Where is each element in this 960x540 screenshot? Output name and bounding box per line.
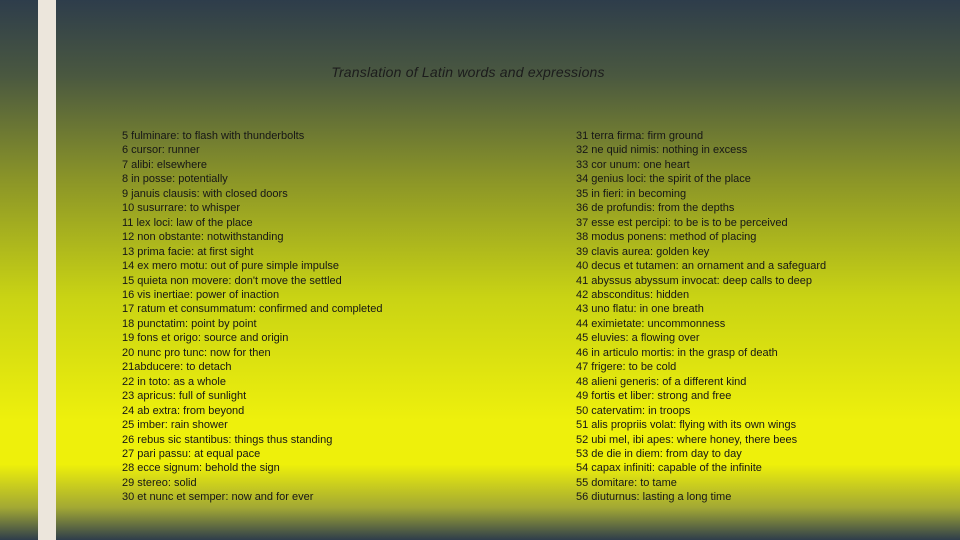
list-item: 31 terra firma: firm ground: [576, 130, 704, 142]
list-item: 38 modus ponens: method of placing: [576, 231, 757, 244]
list-item: 43 uno flatu: in one breath: [576, 303, 704, 316]
list-item: 46 in articulo mortis: in the grasp of death: [576, 346, 778, 359]
list-item: 5 fulminare: to flash with thunderbolts: [122, 130, 305, 142]
list-item: 48 alieni generis: of a different kind: [576, 375, 747, 388]
list-item: 39 clavis aurea: golden key: [576, 245, 710, 258]
list-item: 11 lex loci: law of the place: [122, 216, 253, 229]
list-item: 25 imber: rain shower: [122, 419, 228, 432]
list-item: 16 vis inertiae: power of inaction: [122, 288, 280, 301]
list-item: 51 alis propriis volat: flying with its own wings: [576, 419, 797, 432]
list-item: 24 ab extra: from beyond: [122, 404, 245, 417]
list-item: 22 in toto: as a whole: [122, 375, 226, 388]
list-item: 53 de die in diem: from day to day: [576, 447, 742, 460]
list-item: 42 absconditus: hidden: [576, 288, 690, 301]
list-item: 49 fortis et liber: strong and free: [576, 390, 732, 403]
list-item: 15 quieta non movere: don't move the settled: [122, 274, 342, 287]
list-item: 50 catervatim: in troops: [576, 404, 691, 417]
list-item: 40 decus et tutamen: an ornament and a safeguard: [576, 260, 827, 273]
list-item: 10 susurrare: to whisper: [122, 202, 240, 215]
list-item: 20 nunc pro tunc: now for then: [122, 346, 271, 359]
list-item: 14 ex mero motu: out of pure simple impulse: [122, 260, 340, 273]
list-item: 52 ubi mel, ibi apes: where honey, there bees: [576, 433, 798, 446]
list-item: 9 januis clausis: with closed doors: [122, 187, 288, 200]
list-item: 13 prima facie: at first sight: [122, 245, 254, 258]
list-item: 56 diuturnus: lasting a long time: [576, 491, 732, 504]
list-item: 45 eluvies: a flowing over: [576, 332, 700, 345]
list-item: 8 in posse: potentially: [122, 173, 228, 186]
list-item: 27 pari passu: at equal pace: [122, 447, 261, 460]
list-item: 21abducere: to detach: [122, 361, 232, 374]
list-item: 29 stereo: solid: [122, 476, 197, 489]
slide-title: Translation of Latin words and expressions: [331, 64, 605, 80]
list-item: 28 ecce signum: behold the sign: [122, 462, 280, 475]
list-item: 30 et nunc et semper: now and for ever: [122, 491, 314, 504]
list-item: 35 in fieri: in becoming: [576, 187, 687, 200]
list-item: 37 esse est percipi: to be is to be perceived: [576, 216, 788, 229]
list-item: 23 apricus: full of sunlight: [122, 390, 247, 403]
list-item: 34 genius loci: the spirit of the place: [576, 173, 751, 186]
list-item: 18 punctatim: point by point: [122, 317, 257, 330]
list-item: 36 de profundis: from the depths: [576, 202, 735, 215]
list-item: 17 ratum et consummatum: confirmed and completed: [122, 303, 383, 316]
translation-list-left: [122, 129, 382, 505]
list-item: 44 eximietate: uncommonness: [576, 317, 726, 330]
list-item: 47 frigere: to be cold: [576, 361, 677, 374]
list-item: 6 cursor: runner: [122, 144, 200, 157]
list-item: 54 capax infiniti: capable of the infinite: [576, 462, 762, 475]
side-stripe: [38, 0, 56, 540]
translation-list-right: [576, 129, 826, 505]
list-item: 32 ne quid nimis: nothing in excess: [576, 144, 748, 157]
list-item: 41 abyssus abyssum invocat: deep calls to deep: [576, 274, 813, 287]
list-item: 12 non obstante: notwithstanding: [122, 231, 284, 244]
list-item: 7 alibi: elsewhere: [122, 158, 207, 171]
list-item: 19 fons et origo: source and origin: [122, 332, 289, 345]
list-item: 55 domitare: to tame: [576, 476, 677, 489]
list-item: 26 rebus sic stantibus: things thus standing: [122, 433, 333, 446]
list-item: 33 cor unum: one heart: [576, 158, 690, 171]
